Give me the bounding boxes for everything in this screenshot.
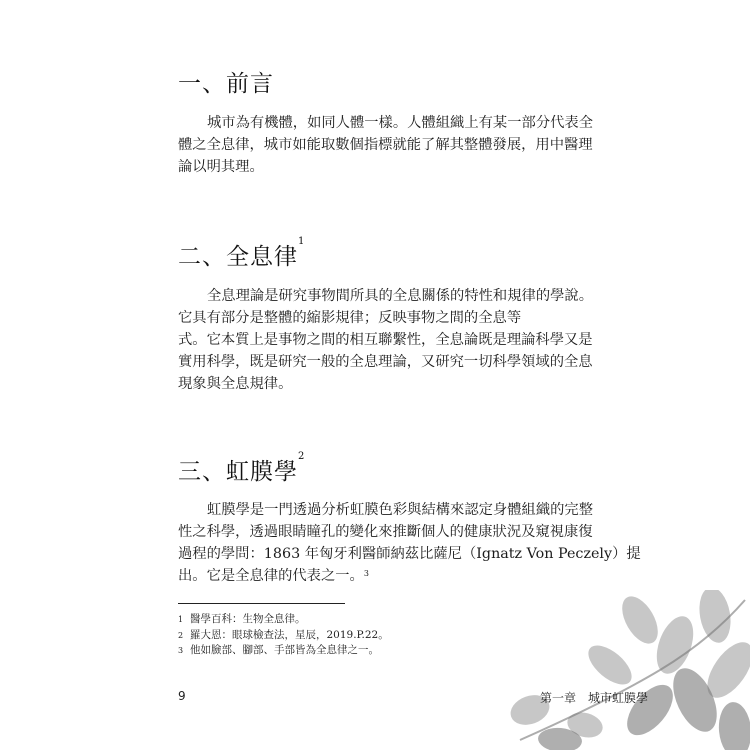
section-heading-preface: 一、前言 xyxy=(178,71,274,97)
section-heading-iridology: 三、虹膜學$^2$ xyxy=(178,451,305,485)
footnotes xyxy=(178,612,389,659)
section-paragraph-holographic-law: 全息理論是研究事物間所具的全息關係的特性和規律的學說。 它具有部分是整體的縮影規律；反映事物之間的全息等 式。它本質上是事物之間的相互聯繫性，全息論既是理論科學又是 實用科學，既是研究一般的全息理論，又研究一切科學領域的全息 現象與全息規律。 xyxy=(178,288,594,392)
running-head: 第一章 城市虹膜學 xyxy=(540,691,649,705)
footnote-3: 3 他如臉部、腳部、手部皆為全息律之一。 xyxy=(178,644,379,656)
footnote-ref-2: 2 xyxy=(298,451,305,462)
footnote-2: 2 羅大恩：眼球檢查法，星辰，2019.P.22。 xyxy=(178,628,389,641)
footnote-divider xyxy=(178,603,345,604)
footnote-1: 1 醫學百科：生物全息律。 xyxy=(178,613,306,625)
footnote-ref-3: 3 xyxy=(363,569,369,578)
footnote-ref-1: 1 xyxy=(298,236,305,247)
section-paragraph-preface: 城市為有機體，如同人體一樣。人體組織上有某一部分代表全 體之全息律，城市如能取數個指標就能了解其整體發展，用中醫理 論以明其理。 xyxy=(178,115,594,175)
section-heading-holographic-law: 二、全息律$^1$ xyxy=(178,236,305,270)
page-number: 9 xyxy=(178,689,186,703)
section-paragraph-iridology: 虹膜學是一門透過分析虹膜色彩與結構來認定身體組織的完整 性之科學，透過眼睛瞳孔的變化來推斷個人的健康狀況及窺視康復 過程的學問：1863 年匈牙利醫師納茲比薩尼（Ignatz Von Peczely）提 出。它是全息律的代表之一。$^3$ xyxy=(178,502,641,584)
leaf-decoration-icon xyxy=(490,590,750,750)
